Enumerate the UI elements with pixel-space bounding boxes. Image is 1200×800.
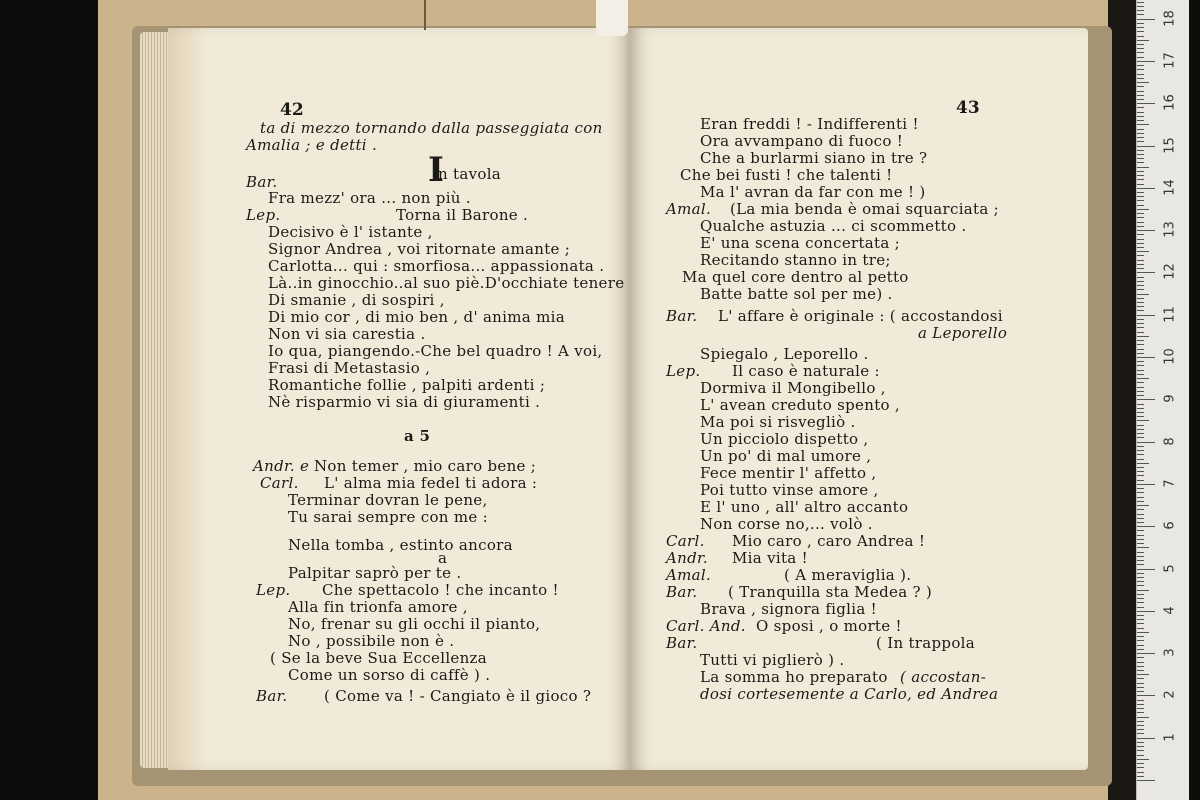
- ruler-tick: [1137, 222, 1144, 223]
- ruler-tick: [1137, 95, 1144, 96]
- ruler-tick: [1137, 285, 1144, 286]
- ruler-tick: [1137, 171, 1144, 172]
- ruler-tick: [1137, 454, 1144, 455]
- ruler-tick: [1137, 721, 1144, 722]
- ruler-tick: [1137, 2, 1144, 3]
- left-page-text-line: Amalia ; e detti .: [246, 136, 378, 154]
- ruler-tick: [1137, 129, 1144, 130]
- ruler-tick: [1137, 65, 1144, 66]
- ruler-tick: [1137, 268, 1144, 269]
- ruler-tick: [1137, 695, 1155, 696]
- ruler-tick: [1137, 277, 1144, 278]
- left-page-text-line: Terminar dovran le pene,: [288, 491, 488, 509]
- right-page-text-line: La somma ho preparato: [700, 668, 888, 686]
- ruler-tick: [1137, 217, 1144, 218]
- left-page-text-line: Palpitar saprò per te .: [288, 564, 462, 582]
- page-edges: [140, 32, 170, 768]
- ruler-tick: [1137, 598, 1144, 599]
- ruler-tick: [1137, 425, 1144, 426]
- ruler-tick: [1137, 107, 1144, 108]
- ruler-tick: [1137, 36, 1144, 37]
- left-page-text-line: Lep.: [246, 206, 281, 224]
- right-page-text-line: L' avean creduto spento ,: [700, 396, 900, 414]
- ruler-tick: [1137, 611, 1155, 612]
- ruler-tick: [1137, 374, 1144, 375]
- ruler-tick: [1137, 416, 1144, 417]
- ruler-tick: [1137, 560, 1144, 561]
- right-page-text-line: Ma poi si risvegliò .: [700, 413, 856, 431]
- ruler-tick: [1137, 179, 1144, 180]
- ruler-tick: [1137, 120, 1144, 121]
- page-number-right: 43: [956, 98, 980, 118]
- ruler-tick: [1137, 772, 1144, 773]
- ruler-number: 12: [1162, 263, 1178, 281]
- ruler-tick: [1137, 636, 1144, 637]
- ruler-tick: [1137, 209, 1149, 210]
- ruler-tick: [1137, 310, 1144, 311]
- ruler-tick: [1137, 103, 1155, 104]
- ruler-number: 14: [1162, 179, 1178, 196]
- ruler-number: 16: [1162, 94, 1178, 111]
- right-page-text-line: Carl.: [666, 532, 705, 550]
- ruler-tick: [1137, 205, 1144, 206]
- ruler-tick: [1137, 628, 1144, 629]
- ruler-tick: [1137, 585, 1144, 586]
- left-page-text-line: Come un sorso di caffè ) .: [288, 666, 491, 684]
- ruler-tick: [1137, 649, 1144, 650]
- right-page-text-line: ( Tranquilla sta Medea ? ): [728, 583, 933, 601]
- ruler-number: 4: [1162, 606, 1178, 615]
- right-page: [630, 28, 1088, 770]
- ruler-tick: [1137, 188, 1155, 189]
- right-page-text-line: ( In trappola: [876, 634, 975, 652]
- right-page-text-line: Bar.: [666, 583, 698, 601]
- ruler-tick: [1137, 691, 1144, 692]
- ruler-tick: [1137, 349, 1144, 350]
- ruler-tick: [1137, 302, 1144, 303]
- ruler-tick: [1137, 382, 1144, 383]
- ruler-tick: [1137, 264, 1144, 265]
- right-page-text-line: Ora avvampano di fuoco !: [700, 132, 904, 150]
- left-page: [168, 28, 630, 770]
- ruler-tick: [1137, 6, 1144, 7]
- ruler-tick: [1137, 150, 1144, 151]
- ruler-number: 8: [1162, 436, 1178, 446]
- ruler-tick: [1137, 332, 1144, 333]
- left-page-text-line: Torna il Barone .: [396, 206, 529, 224]
- ruler-tick: [1137, 175, 1144, 176]
- ruler-tick: [1137, 577, 1144, 578]
- ruler-tick: [1137, 404, 1144, 405]
- background-strip: [1108, 0, 1138, 800]
- ruler-tick: [1137, 678, 1144, 679]
- ruler-tick: [1137, 700, 1144, 701]
- ruler-tick: [1137, 543, 1144, 544]
- ruler-tick: [1137, 272, 1155, 273]
- ruler-number: 15: [1162, 136, 1178, 154]
- ruler-tick: [1137, 729, 1144, 730]
- right-page-text-line: Amal.: [666, 566, 712, 584]
- left-page-text-line: Là..in ginocchio..al suo piè.D'occhiate tenere: [268, 274, 625, 292]
- ruler-number: 1: [1162, 733, 1178, 742]
- left-page-text-line: Andr. e: [253, 457, 310, 475]
- ruler-tick: [1137, 420, 1149, 421]
- ruler-tick: [1137, 158, 1144, 159]
- ruler-tick: [1137, 725, 1144, 726]
- page-number-left: 42: [280, 100, 304, 120]
- ruler-tick: [1137, 184, 1144, 185]
- ruler-number: 2: [1162, 690, 1178, 700]
- ruler-tick: [1137, 581, 1144, 582]
- ruler-tick: [1137, 192, 1144, 193]
- right-page-text-line: Tutti vi piglierò ) .: [700, 651, 845, 669]
- ruler-tick: [1137, 746, 1144, 747]
- ruler-tick: [1137, 44, 1144, 45]
- ruler-tick: [1137, 146, 1155, 147]
- ruler-tick: [1137, 255, 1144, 256]
- ruler-tick: [1137, 361, 1144, 362]
- right-page-text-line: Il caso è naturale :: [732, 362, 880, 380]
- right-page-text-line: ( accostan-: [900, 668, 987, 686]
- ruler-tick: [1137, 767, 1144, 768]
- ruler-tick: [1137, 780, 1155, 781]
- ruler-tick: [1137, 23, 1144, 24]
- ruler-tick: [1137, 61, 1155, 62]
- ruler-tick: [1137, 666, 1144, 667]
- ruler-number: 13: [1162, 221, 1178, 238]
- ruler-tick: [1137, 340, 1144, 341]
- left-page-text-line: Lep.: [256, 581, 291, 599]
- ruler-tick: [1137, 247, 1144, 248]
- ruler-tick: [1137, 670, 1144, 671]
- ruler-tick: [1137, 708, 1144, 709]
- ruler-tick: [1137, 539, 1144, 540]
- right-page-text-line: Ma l' avran da far con me ! ): [700, 183, 926, 201]
- ruler-tick: [1137, 505, 1149, 506]
- ruler-tick: [1137, 547, 1149, 548]
- ruler-tick: [1137, 569, 1155, 570]
- right-page-text-line: O sposi , o morte !: [756, 617, 902, 635]
- ruler-tick: [1137, 475, 1144, 476]
- ruler-tick: [1137, 10, 1144, 11]
- left-page-text-line: ( Se la beve Sua Eccellenza: [270, 649, 488, 667]
- right-page-text-line: Recitando stanno in tre;: [700, 251, 891, 269]
- ruler-tick: [1137, 357, 1155, 358]
- ruler-tick: [1137, 564, 1144, 565]
- right-page-text-line: Andr.: [666, 549, 708, 567]
- ruler-tick: [1137, 315, 1155, 316]
- ruler-number: 11: [1162, 305, 1178, 323]
- left-page-text-line: Non temer , mio caro bene ;: [314, 457, 537, 475]
- ruler-tick: [1137, 378, 1149, 379]
- right-page-text-line: Fece mentir l' affetto ,: [700, 464, 877, 482]
- right-page-text-line: Mio caro , caro Andrea !: [732, 532, 926, 550]
- left-page-text-line: a 5: [404, 427, 431, 445]
- left-page-text-line: Bar.: [256, 687, 288, 705]
- ruler-tick: [1137, 91, 1144, 92]
- ruler-number: 10: [1162, 348, 1178, 365]
- ruler-tick: [1137, 662, 1144, 663]
- ruler-tick: [1137, 234, 1144, 235]
- left-page-text-line: No , possibile non è .: [288, 632, 455, 650]
- ruler-tick: [1137, 344, 1144, 345]
- ruler-tick: [1137, 281, 1144, 282]
- left-page-text-line: Romantiche follie , palpiti ardenti ;: [268, 376, 546, 394]
- ruler-tick: [1137, 530, 1144, 531]
- ruler-tick: [1137, 167, 1149, 168]
- left-page-text-line: Io qua, piangendo.-Che bel quadro ! A voi,: [268, 342, 603, 360]
- left-page-text-line: Frasi di Metastasio ,: [268, 359, 431, 377]
- ruler-tick: [1137, 733, 1144, 734]
- left-page-text-line: L' alma mia fedel ti adora :: [324, 474, 538, 492]
- right-page-text-line: L' affare è originale : ( accostandosi: [718, 307, 1003, 325]
- ruler-tick: [1137, 480, 1144, 481]
- ruler-tick: [1137, 99, 1144, 100]
- ruler-tick: [1137, 399, 1155, 400]
- left-page-text-line: No, frenar su gli occhi il pianto,: [288, 615, 541, 633]
- ruler-tick: [1137, 19, 1155, 20]
- left-page-text-line: Signor Andrea , voi ritornate amante ;: [268, 240, 571, 258]
- ruler-tick: [1137, 82, 1149, 83]
- ruler-tick: [1137, 522, 1144, 523]
- binding-string: [424, 0, 426, 30]
- ruler-tick: [1137, 573, 1144, 574]
- ruler-tick: [1137, 387, 1144, 388]
- ruler-tick: [1137, 133, 1144, 134]
- ruler-tick: [1137, 704, 1144, 705]
- left-page-text-line: n tavola: [438, 165, 502, 183]
- ruler-tick: [1137, 162, 1144, 163]
- ruler-tick: [1137, 200, 1144, 201]
- right-page-text-line: Spiegalo , Leporello .: [700, 345, 869, 363]
- left-page-text-line: ( Come va ! - Cangiato è il gioco ?: [324, 687, 592, 705]
- right-page-text-line: Non corse no,... volò .: [700, 515, 873, 533]
- ruler-tick: [1137, 535, 1144, 536]
- left-page-text-line: Carlotta... qui : smorfiosa... appassionata .: [268, 257, 605, 275]
- ruler-tick: [1137, 74, 1144, 75]
- ruler-number: 6: [1162, 521, 1178, 530]
- ruler-tick: [1137, 619, 1144, 620]
- ruler-tick: [1137, 78, 1144, 79]
- ruler-tick: [1137, 294, 1149, 295]
- ruler-tick: [1137, 112, 1144, 113]
- ruler-tick: [1137, 759, 1149, 760]
- ruler-tick: [1137, 687, 1144, 688]
- left-page-text-line: Di mio cor , di mio ben , d' anima mia: [268, 308, 565, 326]
- ruler-tick: [1137, 615, 1144, 616]
- ruler-tick: [1137, 243, 1144, 244]
- ruler-tick: [1137, 69, 1144, 70]
- ruler-number: 18: [1162, 9, 1178, 27]
- right-page-text-line: a Leporello: [918, 324, 1008, 342]
- ruler-tick: [1137, 623, 1144, 624]
- ruler-tick: [1137, 391, 1144, 392]
- ruler-tick: [1137, 86, 1144, 87]
- ruler-tick: [1137, 526, 1155, 527]
- ruler-tick: [1137, 251, 1149, 252]
- right-page-text-line: Amal.: [666, 200, 712, 218]
- ruler-tick: [1137, 48, 1144, 49]
- right-page-text-line: dosi cortesemente a Carlo, ed Andrea: [700, 685, 999, 703]
- ruler-tick: [1137, 327, 1144, 328]
- ruler-number: 17: [1162, 52, 1178, 69]
- ruler-tick: [1137, 602, 1144, 603]
- right-page-text-line: Ma quel core dentro al petto: [682, 268, 909, 286]
- right-page-text-line: Bar.: [666, 307, 698, 325]
- ruler-tick: [1137, 717, 1149, 718]
- right-page-text-line: Lep.: [666, 362, 701, 380]
- ruler-tick: [1137, 226, 1144, 227]
- ruler-tick: [1137, 742, 1144, 743]
- measuring-ruler: [1136, 0, 1189, 800]
- ruler-tick: [1137, 484, 1155, 485]
- ruler-tick: [1137, 230, 1155, 231]
- ruler-tick: [1137, 433, 1144, 434]
- left-page-text-line: Bar.: [246, 173, 278, 191]
- ruler-tick: [1137, 239, 1144, 240]
- ruler-tick: [1137, 488, 1144, 489]
- ruler-tick: [1137, 213, 1144, 214]
- ruler-tick: [1137, 370, 1144, 371]
- ruler-tick: [1137, 31, 1144, 32]
- ruler-tick: [1137, 446, 1144, 447]
- ruler-tick: [1137, 683, 1144, 684]
- ruler-tick: [1137, 116, 1144, 117]
- ruler-tick: [1137, 632, 1149, 633]
- right-page-text-line: E l' uno , all' altro accanto: [700, 498, 909, 516]
- ruler-tick: [1137, 141, 1144, 142]
- right-page-text-line: Dormiva il Mongibello ,: [700, 379, 886, 397]
- ruler-tick: [1137, 412, 1144, 413]
- ruler-tick: [1137, 319, 1144, 320]
- ruler-tick: [1137, 429, 1144, 430]
- ruler-tick: [1137, 395, 1144, 396]
- left-page-text-line: Fra mezz' ora ... non più .: [268, 189, 471, 207]
- ruler-tick: [1137, 497, 1144, 498]
- ruler-tick: [1137, 450, 1144, 451]
- ruler-tick: [1137, 52, 1144, 53]
- left-page-text-line: Nè risparmio vi sia di giuramenti .: [268, 393, 541, 411]
- ruler-tick: [1137, 509, 1144, 510]
- ruler-tick: [1137, 137, 1144, 138]
- ruler-number: 9: [1162, 394, 1178, 403]
- ruler-number: 3: [1162, 648, 1178, 657]
- right-page-text-line: Batte batte sol per me) .: [700, 285, 893, 303]
- ruler-tick: [1137, 27, 1144, 28]
- ruler-tick: [1137, 755, 1144, 756]
- ruler-tick: [1137, 645, 1144, 646]
- ruler-number: 5: [1162, 563, 1178, 573]
- ruler-tick: [1137, 298, 1144, 299]
- ruler-tick: [1137, 289, 1144, 290]
- left-page-text-line: Nella tomba , estinto ancora: [288, 536, 513, 554]
- ruler-tick: [1137, 657, 1144, 658]
- ruler-tick: [1137, 514, 1144, 515]
- ruler-tick: [1137, 750, 1144, 751]
- ruler-tick: [1137, 306, 1144, 307]
- ruler-tick: [1137, 674, 1149, 675]
- bookmark-ribbon: [596, 0, 628, 36]
- right-page-text-line: Qualche astuzia ... ci scommetto .: [700, 217, 967, 235]
- ruler-tick: [1137, 501, 1144, 502]
- left-page-text-line: Di smanie , di sospiri ,: [268, 291, 445, 309]
- left-page-text-line: Non vi sia carestia .: [268, 325, 426, 343]
- right-page-text-line: Un picciolo dispetto ,: [700, 430, 869, 448]
- ruler-tick: [1137, 323, 1144, 324]
- ruler-tick: [1137, 471, 1144, 472]
- right-page-text-line: Un po' di mal umore ,: [700, 447, 872, 465]
- ruler-tick: [1137, 14, 1144, 15]
- ruler-tick: [1137, 365, 1144, 366]
- ruler-tick: [1137, 763, 1144, 764]
- right-page-text-line: Carl. And.: [666, 617, 746, 635]
- ruler-tick: [1137, 124, 1149, 125]
- ruler-tick: [1137, 518, 1144, 519]
- right-page-text-line: E' una scena concertata ;: [700, 234, 901, 252]
- ruler-tick: [1137, 738, 1155, 739]
- left-page-text-line: ta di mezzo tornando dalla passeggiata con: [260, 119, 603, 137]
- ruler-tick: [1137, 196, 1144, 197]
- right-page-text-line: Bar.: [666, 634, 698, 652]
- right-page-text-line: Che bei fusti ! che talenti !: [680, 166, 893, 184]
- left-page-text-line: Alla fin trionfa amore ,: [288, 598, 468, 616]
- ruler-tick: [1137, 552, 1144, 553]
- ruler-tick: [1137, 336, 1149, 337]
- ruler-number: 7: [1162, 479, 1178, 488]
- ruler-tick: [1137, 442, 1155, 443]
- ruler-tick: [1137, 653, 1155, 654]
- drop-capital: I: [428, 150, 444, 190]
- right-page-text-line: Che a burlarmi siano in tre ?: [700, 149, 928, 167]
- right-page-text-line: Mia vita !: [732, 549, 808, 567]
- ruler-tick: [1137, 408, 1144, 409]
- right-page-text-line: Brava , signora figlia !: [700, 600, 878, 618]
- left-page-text-line: a: [438, 549, 448, 567]
- ruler-tick: [1137, 459, 1144, 460]
- ruler-tick: [1137, 640, 1144, 641]
- ruler-tick: [1137, 437, 1144, 438]
- right-page-text-line: Poi tutto vinse amore ,: [700, 481, 879, 499]
- left-page-text-line: Decisivo è l' istante ,: [268, 223, 433, 241]
- ruler-tick: [1137, 492, 1144, 493]
- ruler-tick: [1137, 594, 1144, 595]
- ruler-tick: [1137, 57, 1144, 58]
- ruler-tick: [1137, 260, 1144, 261]
- ruler-tick: [1137, 353, 1144, 354]
- right-page-text-line: Eran freddi ! - Indifferenti !: [700, 115, 919, 133]
- left-page-text-line: Che spettacolo ! che incanto !: [322, 581, 559, 599]
- ruler-tick: [1137, 590, 1149, 591]
- ruler-tick: [1137, 463, 1149, 464]
- left-page-text-line: Carl.: [260, 474, 299, 492]
- ruler-tick: [1137, 712, 1144, 713]
- left-page-text-line: Tu sarai sempre con me :: [288, 508, 488, 526]
- ruler-tick: [1137, 154, 1144, 155]
- ruler-tick: [1137, 607, 1144, 608]
- ruler-tick: [1137, 40, 1149, 41]
- ruler-tick: [1137, 467, 1144, 468]
- ruler-tick: [1137, 556, 1144, 557]
- right-page-text-line: ( A meraviglia ).: [784, 566, 912, 584]
- right-page-text-line: (La mia benda è omai squarciata ;: [730, 200, 1000, 218]
- ruler-tick: [1137, 776, 1144, 777]
